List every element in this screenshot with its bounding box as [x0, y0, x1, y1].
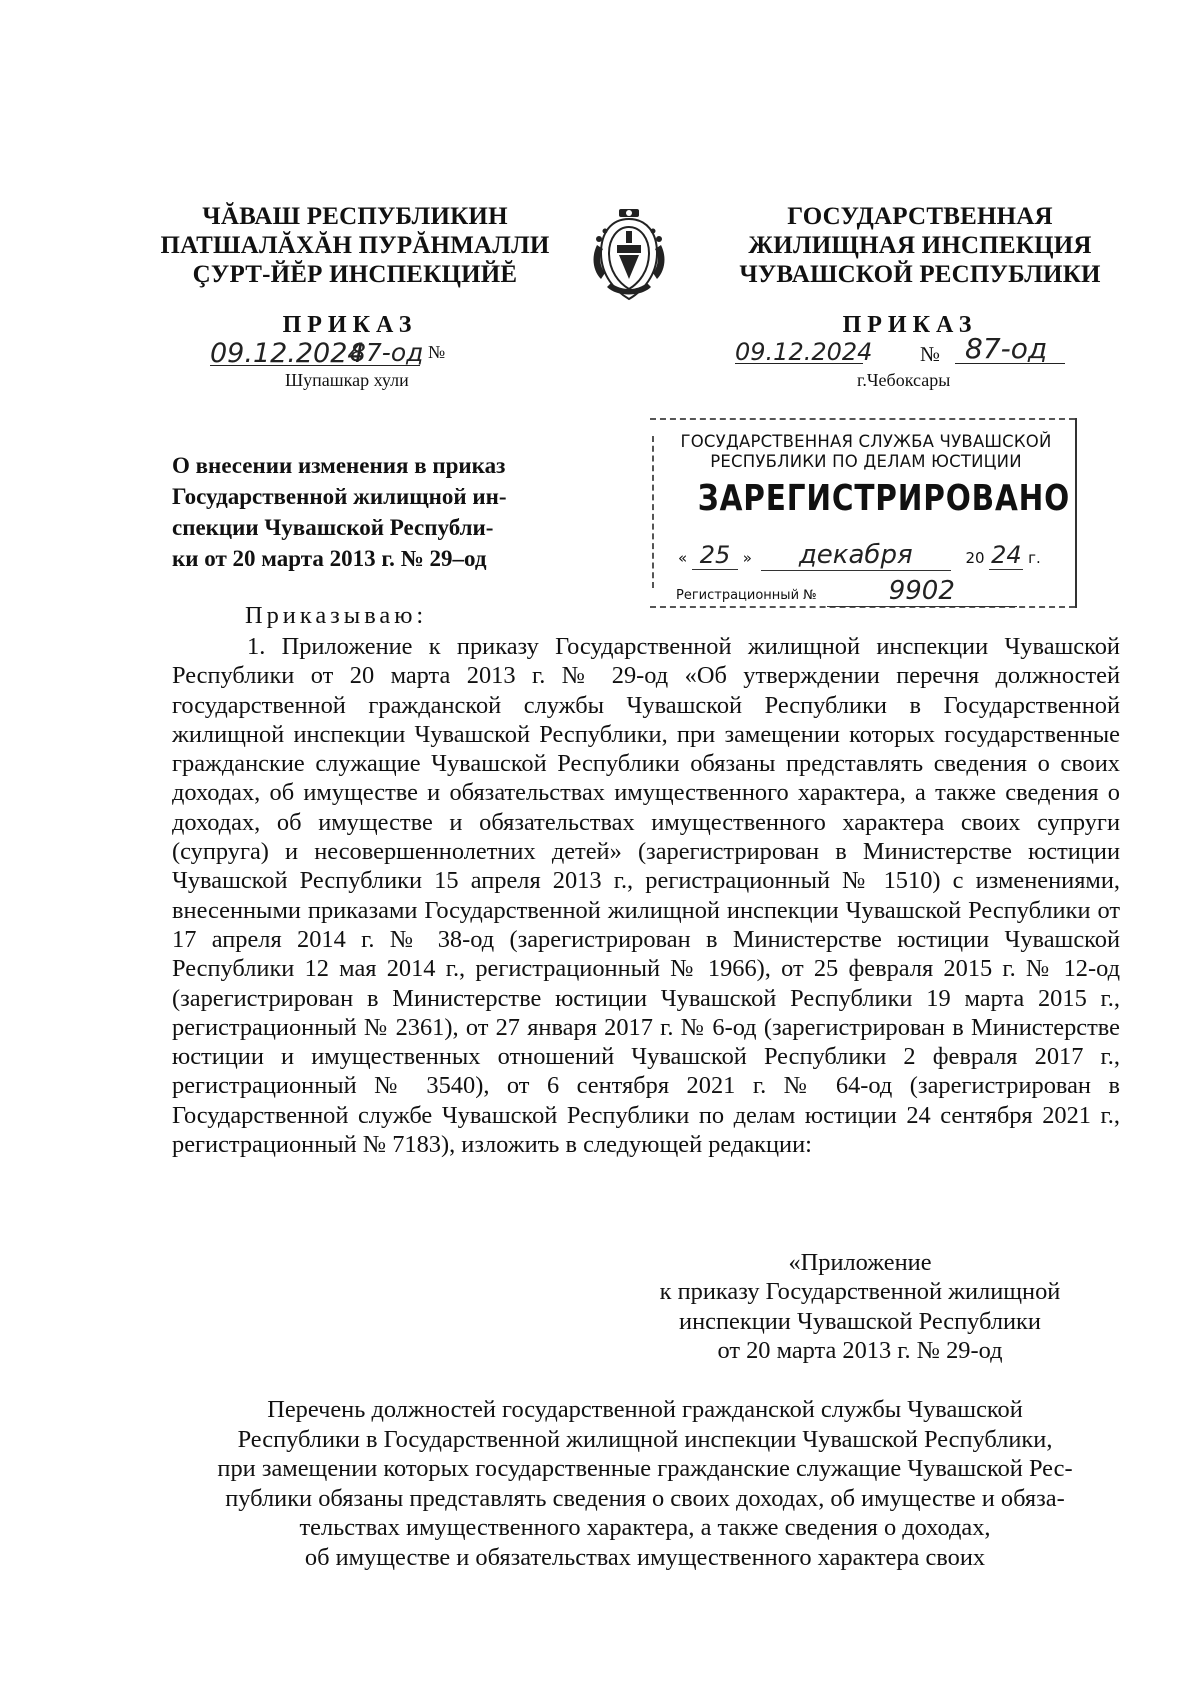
stamp-reg-label: Регистрационный №: [676, 588, 817, 603]
title-line-3: спекции Чувашской Республи-: [172, 515, 494, 540]
stamp-reg-number-row: [676, 576, 1076, 607]
appendix-line-2: к приказу Государственной жилищной: [659, 1278, 1061, 1306]
order-verb: Приказываю:: [245, 602, 428, 629]
left-city: Шупашкар хули: [285, 370, 409, 390]
paragraph-1-text: 1. Приложение к приказу Государственной жилищной инспекции Чувашской Республики от 20 марта 2013 г. № 29-од «Об утверждении перечня должностей государственной гражданской службы Чувашской Республики в Государственной жилищной инспекции Чувашской Республики, при замещении которых государственные гражданские служащие Чувашской Республики обязаны представлять сведения о своих доходах, об имуществе и обязательствах имущественного характера, а также сведения о доходах, об имуществе и обязательствах имущественного характера своих супруги (супруга) и несовершеннолетних детей» (зарегистрирован в Министерстве юстиции Чувашской Республики 15 апреля 2013 г., регистрационный № 1510) с изменениями, внесенными приказами Государственной жилищной инспекции Чувашской Республики от 17 апреля 2014 г. № 38-од (зарегистрирован в Министерстве юстиции Чувашской Республики 12 мая 2014 г., регистрационный № 1966), от 25 февраля 2015 г. № 12-од (зарегистрирован в Министерстве юстиции Чувашской Республики 19 марта 2015 г., регистрационный № 2361), от 27 января 2017 г. № 6-од (зарегистрирован в Министерстве юстиции и имущественных отношений Чувашской Республики 2 февраля 2017 г., регистрационный № 3540), от 6 сентября 2021 г. № 64-од (зарегистрирован в Государственной службе Чувашской Республики по делам юстиции 24 сентября 2021 г., регистрационный № 7183), изложить в следующей редакции:: [172, 633, 1120, 1159]
list-title-line-6: об имуществе и обязательствах имущественного характера своих: [304, 1543, 986, 1571]
appendix-line-3: инспекции Чувашской Республики: [679, 1307, 1041, 1335]
paragraph-1: [172, 632, 1120, 1159]
left-date-handwritten: 09.12.2024: [210, 338, 365, 369]
left-number-sign: №: [428, 342, 446, 362]
stamp-org-line-2: РЕСПУБЛИКИ ПО ДЕЛАМ ЮСТИЦИИ: [710, 452, 1022, 471]
title-line-1: О внесении изменения в приказ: [172, 453, 506, 478]
stamp-reg-number-handwritten: 9902: [827, 576, 1017, 607]
appendix-heading: [600, 1248, 1120, 1366]
header-right-line-1: ГОСУДАРСТВЕННАЯ: [787, 203, 1053, 230]
stamp-year-unit: г.: [1028, 549, 1041, 567]
list-title-line-5: тельствах имущественного характера, а также сведения о доходах,: [299, 1514, 991, 1541]
list-title-line-2: Республики в Государственной жилищной инспекции Чувашской Республики,: [237, 1425, 1053, 1453]
header-left-org: [160, 202, 550, 289]
stamp-registered-label: ЗАРЕГИСТРИРОВАНО: [697, 478, 1071, 519]
header-right-line-3: ЧУВАШСКОЙ РЕСПУБЛИКИ: [739, 261, 1101, 288]
stamp-month-handwritten: декабря: [761, 540, 951, 571]
appendix-line-1: «Приложение: [788, 1249, 932, 1276]
stamp-year-prefix: 20: [965, 549, 985, 567]
order-title: [172, 450, 572, 574]
prikaz-left-heading: ПРИКАЗ: [282, 312, 418, 338]
left-date-underline: [210, 365, 420, 366]
header-left-line-2: ПАТШАЛĂХĂН ПУРĂНМАЛЛИ: [160, 232, 550, 259]
right-number-underline: [955, 363, 1065, 364]
appendix-line-4: от 20 марта 2013 г. № 29-од: [717, 1337, 1003, 1365]
right-date-handwritten: 09.12.2024: [735, 338, 873, 366]
stamp-org-line-1: ГОСУДАРСТВЕННАЯ СЛУЖБА ЧУВАШСКОЙ: [680, 432, 1052, 451]
list-title-line-3: при замещении которых государственные гражданские служащие Чувашской Рес-: [217, 1455, 1073, 1482]
chuvash-emblem-icon: [589, 205, 669, 305]
stamp-border-top: [650, 418, 1075, 420]
right-city: г.Чебоксары: [857, 370, 951, 390]
stamp-quote-open: «: [678, 549, 688, 567]
registration-stamp: [650, 418, 1077, 608]
list-title-line-4: публики обязаны представлять сведения о своих доходах, об имуществе и обяза-: [225, 1484, 1065, 1512]
stamp-day-handwritten: 25: [692, 541, 738, 570]
stamp-date-row: [678, 540, 1078, 571]
stamp-org: [656, 432, 1076, 472]
right-number-handwritten: 87-од: [965, 332, 1048, 365]
stamp-border-left: [652, 436, 654, 588]
stamp-quote-close: »: [742, 549, 752, 567]
header-left-line-1: ЧĂВАШ РЕСПУБЛИКИН: [202, 203, 508, 230]
header-right-org: [720, 202, 1120, 289]
stamp-year-handwritten: 24: [991, 541, 1022, 569]
header-right-line-2: ЖИЛИЩНАЯ ИНСПЕКЦИЯ: [748, 232, 1092, 259]
list-title-line-1: Перечень должностей государственной гражданской службы Чувашской: [267, 1396, 1023, 1423]
title-line-2: Государственной жилищной ин-: [172, 484, 507, 509]
right-number-sign: №: [920, 342, 941, 366]
header-left-line-3: ÇУРТ-ЙĔР ИНСПЕКЦИЙĔ: [192, 261, 518, 288]
list-title: [165, 1395, 1125, 1572]
right-date-underline: [735, 363, 863, 364]
prikaz-right-heading: ПРИКАЗ: [842, 312, 978, 338]
left-number-handwritten: 87-од: [350, 338, 424, 367]
title-line-4: ки от 20 марта 2013 г. № 29–од: [172, 546, 487, 571]
